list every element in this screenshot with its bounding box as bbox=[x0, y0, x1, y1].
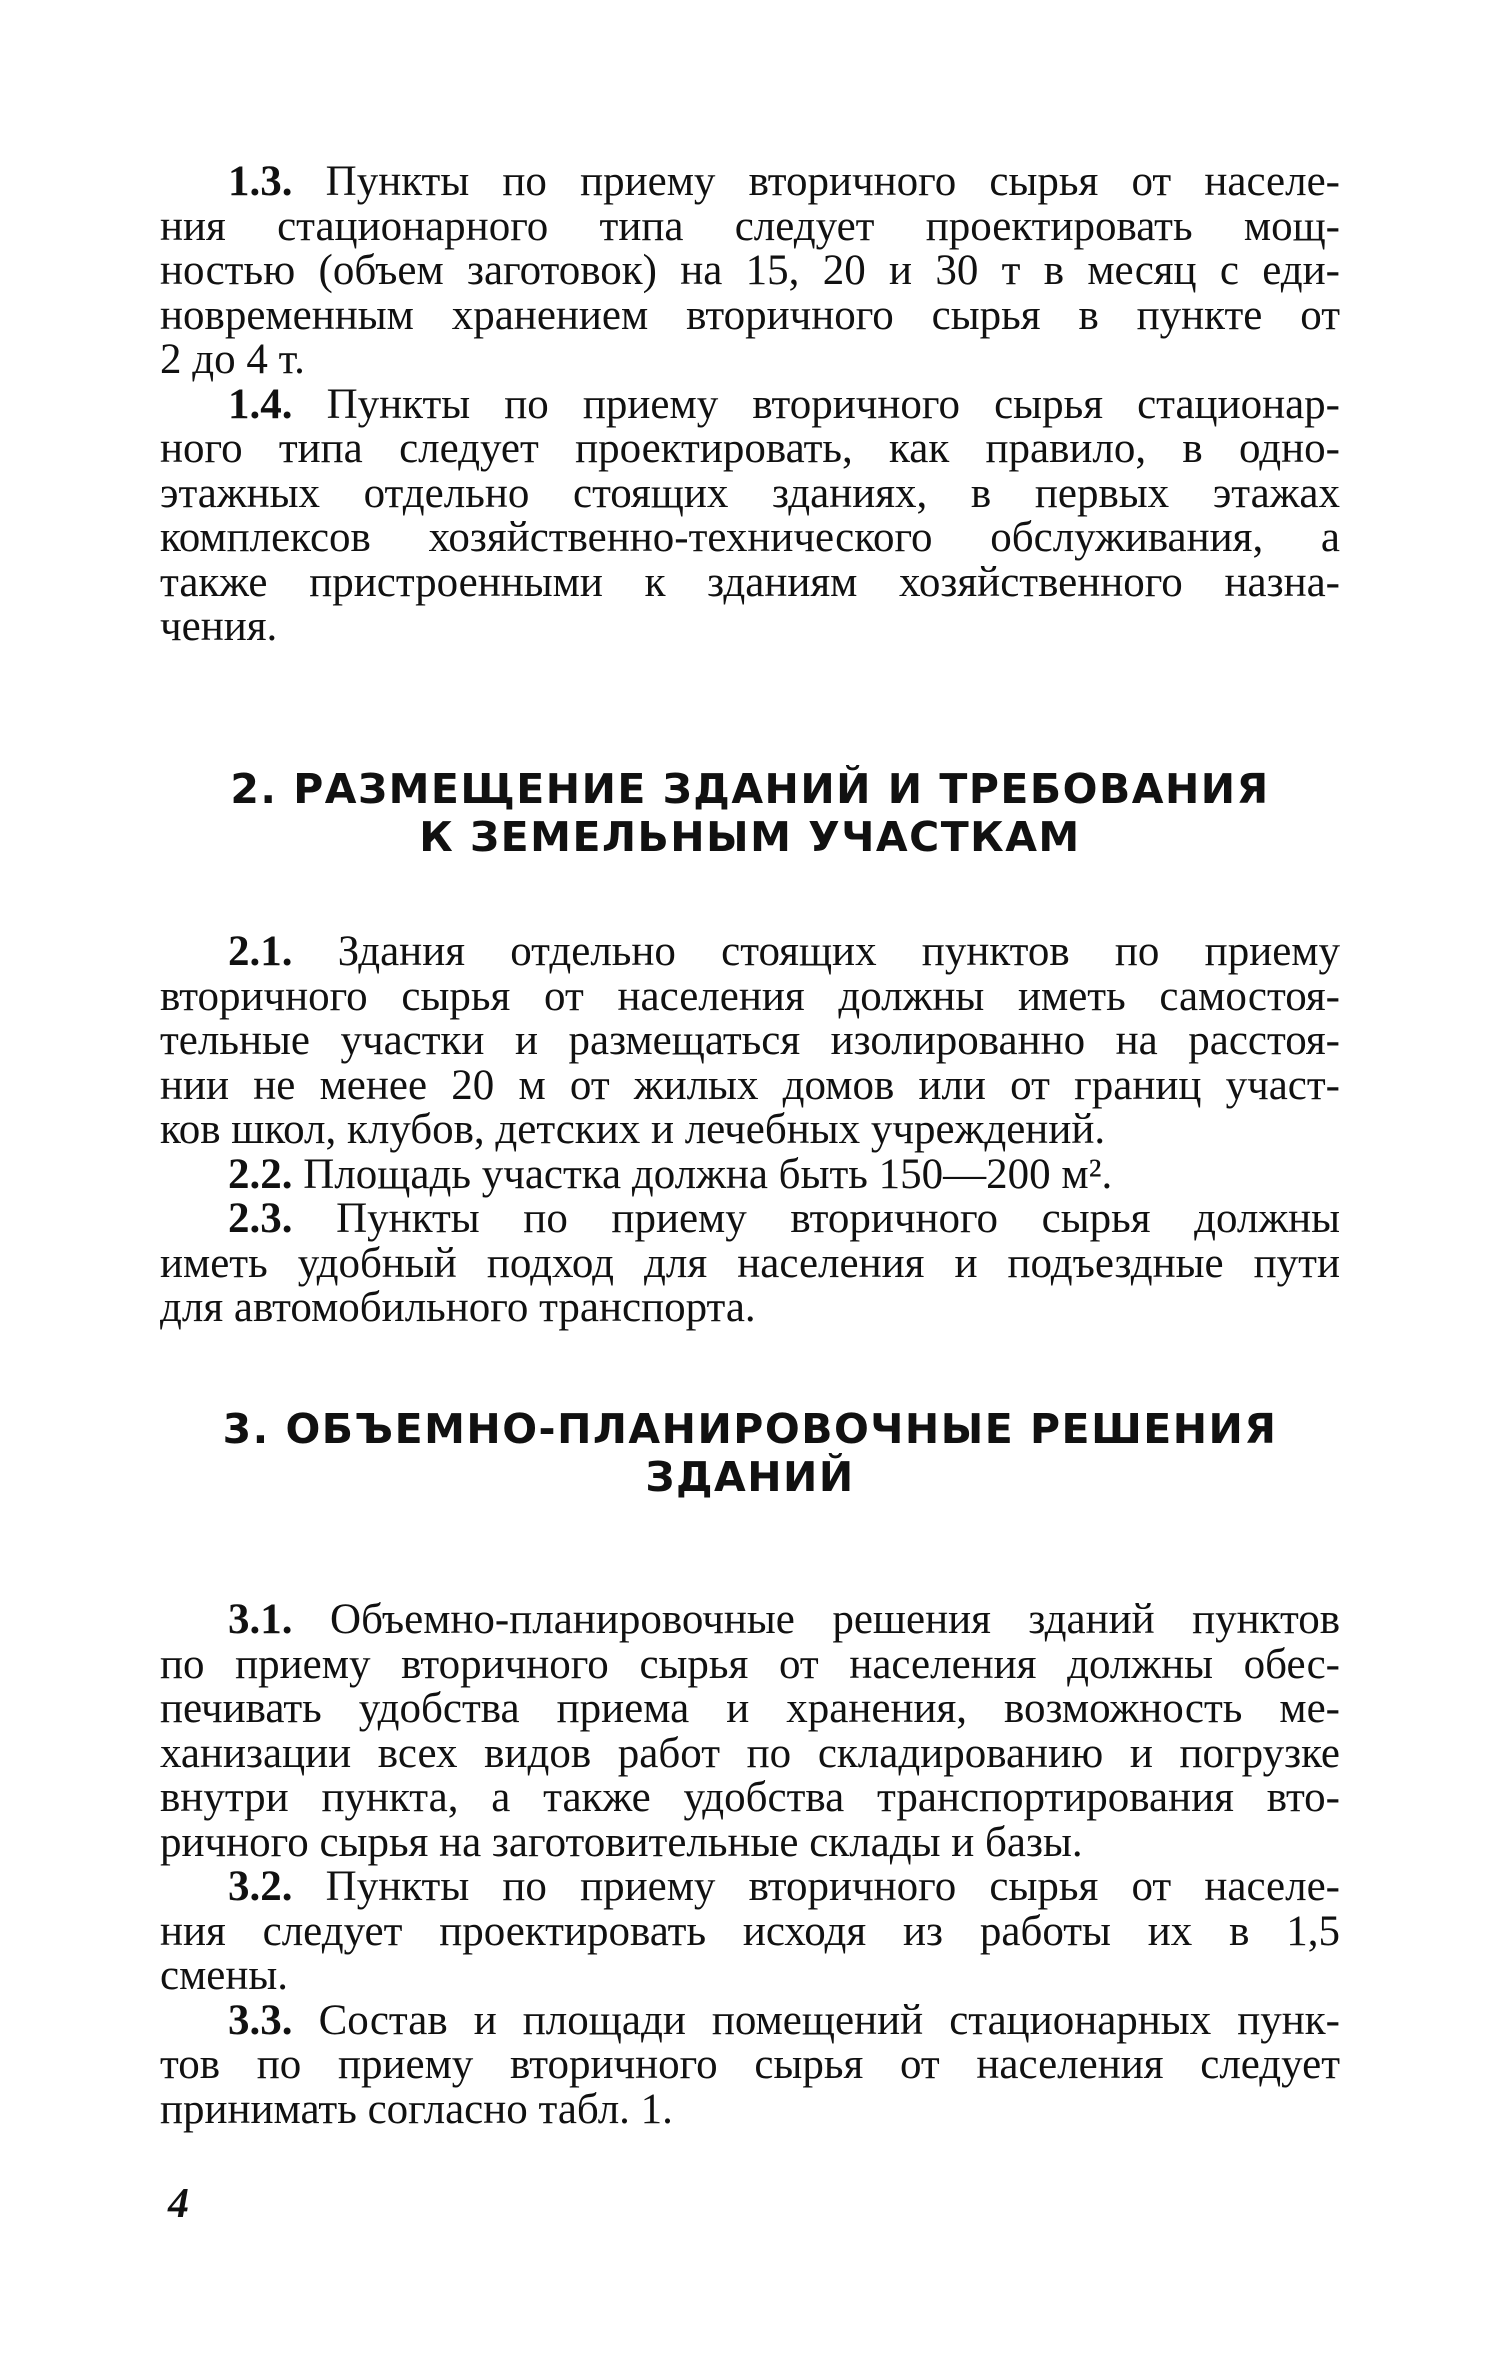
page-number: 4 bbox=[168, 2181, 189, 2227]
paragraph-line: иметь удобный подход для населения и подъездные пути bbox=[160, 1239, 1340, 1287]
paragraph-line: ния стационарного типа следует проектировать мощ- bbox=[160, 202, 1340, 250]
clause-number: 2.3. bbox=[228, 1195, 293, 1242]
paragraph-3-3 bbox=[160, 1996, 1341, 2133]
paragraph-line: комплексов хозяйственно-технического обслуживания, а bbox=[160, 514, 1340, 561]
paragraph-line: по приему вторичного сырья от населения должны обес- bbox=[160, 1640, 1340, 1688]
paragraph-line: чения. bbox=[160, 603, 278, 650]
clause-number: 3.2. bbox=[228, 1863, 293, 1910]
clause-number: 1.3. bbox=[228, 158, 293, 205]
paragraph-text: Пункты по приему вторичного сырья от населе- bbox=[325, 1863, 1340, 1910]
paragraph-2-1 bbox=[160, 930, 1340, 1153]
heading-3-line-1: 3. ОБЪЕМНО-ПЛАНИРОВОЧНЫЕ РЕШЕНИЯ bbox=[222, 1405, 1278, 1453]
paragraph-text: Пункты по приему вторичного сырья должны bbox=[336, 1195, 1341, 1242]
paragraph-line: для автомобильного транспорта. bbox=[160, 1284, 756, 1331]
paragraph-line: тельные участки и размещаться изолированно на расстоя- bbox=[160, 1017, 1340, 1064]
paragraph-text: Площадь участка должна быть 150—200 м². bbox=[303, 1150, 1113, 1198]
paragraph-2-3 bbox=[160, 1197, 1340, 1331]
paragraph-line: ков школ, клубов, детских и лечебных учреждений. bbox=[160, 1106, 1106, 1153]
paragraph-text: Объемно-планировочные решения зданий пунктов bbox=[330, 1596, 1341, 1643]
paragraph-line: ного типа следует проектировать, как правило, в одно- bbox=[160, 425, 1340, 472]
paragraph-line: внутри пункта, а также удобства транспортирования вто- bbox=[160, 1774, 1340, 1821]
paragraph-first-line bbox=[160, 930, 1340, 975]
clause-number: 3.3. bbox=[228, 1996, 293, 2044]
paragraph-first-line bbox=[160, 1150, 1340, 1198]
section-3-body bbox=[160, 1598, 1340, 2132]
paragraph-line: вторичного сырья от населения должны иметь самостоя- bbox=[160, 972, 1340, 1020]
paragraph-first-line bbox=[160, 380, 1340, 428]
paragraph-line: 2 до 4 т. bbox=[160, 336, 305, 383]
section-1-continuation bbox=[160, 160, 1340, 650]
paragraph-first-line bbox=[160, 160, 1340, 205]
paragraph-line: тов по приему вторичного сырья от населения следует bbox=[160, 2041, 1340, 2088]
clause-number: 1.4. bbox=[228, 380, 293, 428]
section-3-heading bbox=[160, 1405, 1340, 1501]
paragraph-line: ностью (объем заготовок) на 15, 20 и 30 т в месяц с еди- bbox=[160, 247, 1340, 294]
paragraph-first-line bbox=[160, 1865, 1340, 1910]
paragraph-line: ханизации всех видов работ по складированию и погрузке bbox=[160, 1729, 1340, 1777]
paragraph-line: смены. bbox=[160, 1952, 289, 1999]
heading-2-line-1: 2. РАЗМЕЩЕНИЕ ЗДАНИЙ И ТРЕБОВАНИЯ bbox=[230, 765, 1270, 813]
heading-2-line-2: К ЗЕМЕЛЬНЫМ УЧАСТКАМ bbox=[419, 813, 1081, 861]
paragraph-line: нии не менее 20 м от жилых домов или от границ участ- bbox=[160, 1061, 1340, 1109]
section-2-heading bbox=[160, 765, 1340, 861]
paragraph-text: Состав и площади помещений стационарных пунк- bbox=[318, 1996, 1341, 2044]
paragraph-2-2 bbox=[160, 1150, 1340, 1198]
paragraph-text: Пункты по приему вторичного сырья от населе- bbox=[325, 158, 1340, 205]
clause-number: 2.2. bbox=[228, 1150, 293, 1198]
clause-number: 2.1. bbox=[228, 928, 293, 975]
paragraph-text: Здания отдельно стоящих пунктов по приему bbox=[337, 928, 1340, 975]
paragraph-line: печивать удобства приема и хранения, возможность ме- bbox=[160, 1685, 1340, 1732]
paragraph-line: этажных отдельно стоящих зданиях, в первых этажах bbox=[160, 469, 1340, 517]
paragraph-line: также пристроенными к зданиям хозяйственного назна- bbox=[160, 558, 1340, 606]
paragraph-line: принимать согласно табл. 1. bbox=[160, 2085, 673, 2133]
paragraph-text: Пункты по приему вторичного сырья стационар- bbox=[326, 380, 1340, 428]
paragraph-1-4 bbox=[160, 380, 1340, 650]
heading-3-line-2: ЗДАНИЙ bbox=[645, 1453, 855, 1501]
paragraph-3-2 bbox=[160, 1865, 1340, 1999]
paragraph-first-line bbox=[160, 1996, 1341, 2044]
paragraph-first-line bbox=[160, 1197, 1340, 1242]
paragraph-line: новременным хранением вторичного сырья в пункте от bbox=[160, 291, 1340, 339]
clause-number: 3.1. bbox=[228, 1596, 293, 1643]
section-2-body bbox=[160, 930, 1340, 1331]
paragraph-1-3 bbox=[160, 160, 1340, 383]
paragraph-first-line bbox=[160, 1598, 1340, 1643]
paragraph-line: ния следует проектировать исходя из работы их в 1,5 bbox=[160, 1907, 1340, 1955]
paragraph-line: ричного сырья на заготовительные склады и базы. bbox=[160, 1818, 1083, 1866]
paragraph-3-1 bbox=[160, 1598, 1340, 1865]
